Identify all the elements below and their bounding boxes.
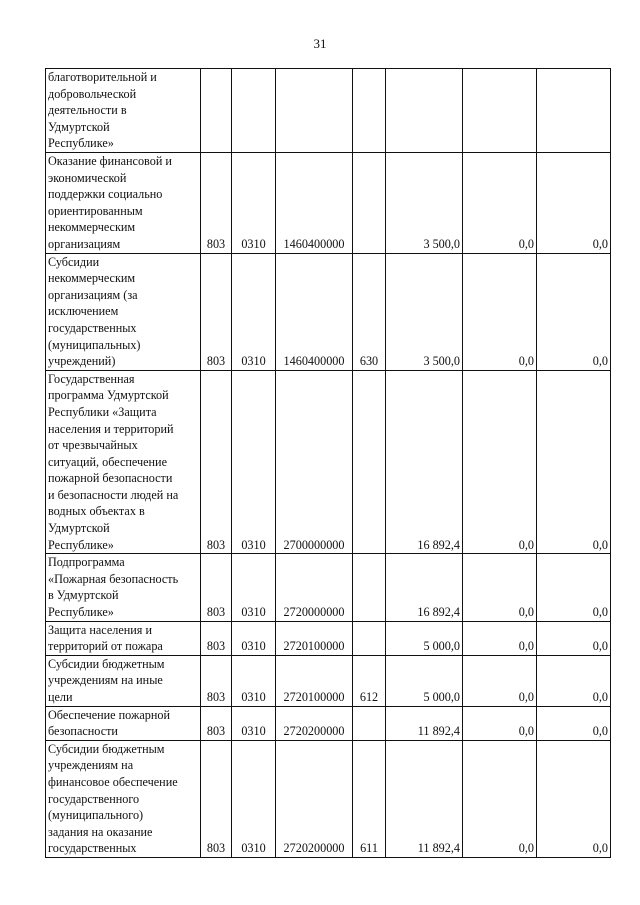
amount-year-2 xyxy=(463,69,537,153)
target-article-code xyxy=(276,69,353,153)
table-row xyxy=(46,69,611,153)
target-article-code: 2720200000 xyxy=(276,706,353,740)
ved-code: 803 xyxy=(201,621,232,655)
section-code: 0310 xyxy=(232,253,276,370)
amount-year-1: 5 000,0 xyxy=(386,655,463,706)
amount-year-3: 0,0 xyxy=(537,621,611,655)
section-code: 0310 xyxy=(232,706,276,740)
target-article-code: 2720100000 xyxy=(276,655,353,706)
ved-code: 803 xyxy=(201,370,232,554)
ved-code: 803 xyxy=(201,554,232,621)
amount-year-2: 0,0 xyxy=(463,621,537,655)
section-code: 0310 xyxy=(232,370,276,554)
table-row xyxy=(46,621,611,655)
expense-type-code xyxy=(353,621,386,655)
section-code: 0310 xyxy=(232,655,276,706)
expense-type-code: 630 xyxy=(353,253,386,370)
amount-year-3: 0,0 xyxy=(537,740,611,857)
amount-year-3: 0,0 xyxy=(537,706,611,740)
budget-table xyxy=(45,68,611,858)
table-row xyxy=(46,153,611,254)
amount-year-3: 0,0 xyxy=(537,370,611,554)
amount-year-1: 3 500,0 xyxy=(386,153,463,254)
ved-code: 803 xyxy=(201,706,232,740)
amount-year-2: 0,0 xyxy=(463,253,537,370)
amount-year-3: 0,0 xyxy=(537,554,611,621)
row-name: Субсидии некоммерческим организациям (за исключением государственных (муниципальных) учреждений) xyxy=(46,253,201,370)
table-row xyxy=(46,253,611,370)
row-name: Обеспечение пожарной безопасности xyxy=(46,706,201,740)
section-code xyxy=(232,69,276,153)
table-row xyxy=(46,655,611,706)
section-code: 0310 xyxy=(232,153,276,254)
expense-type-code xyxy=(353,554,386,621)
amount-year-3: 0,0 xyxy=(537,253,611,370)
expense-type-code xyxy=(353,69,386,153)
row-name: Субсидии бюджетным учреждениям на иные цели xyxy=(46,655,201,706)
ved-code: 803 xyxy=(201,253,232,370)
expense-type-code: 612 xyxy=(353,655,386,706)
section-code: 0310 xyxy=(232,740,276,857)
table-row xyxy=(46,370,611,554)
target-article-code: 1460400000 xyxy=(276,253,353,370)
ved-code: 803 xyxy=(201,655,232,706)
amount-year-2: 0,0 xyxy=(463,153,537,254)
table-row xyxy=(46,740,611,857)
expense-type-code xyxy=(353,153,386,254)
row-name: Защита населения и территорий от пожара xyxy=(46,621,201,655)
table-row xyxy=(46,706,611,740)
target-article-code: 2720000000 xyxy=(276,554,353,621)
target-article-code: 2720200000 xyxy=(276,740,353,857)
expense-type-code xyxy=(353,370,386,554)
target-article-code: 2700000000 xyxy=(276,370,353,554)
ved-code: 803 xyxy=(201,740,232,857)
amount-year-2: 0,0 xyxy=(463,655,537,706)
amount-year-2: 0,0 xyxy=(463,370,537,554)
amount-year-1: 11 892,4 xyxy=(386,740,463,857)
row-name: Субсидии бюджетным учреждениям на финансовое обеспечение государственного (муниципального) задания на оказание государственных xyxy=(46,740,201,857)
amount-year-2: 0,0 xyxy=(463,706,537,740)
ved-code: 803 xyxy=(201,153,232,254)
amount-year-1 xyxy=(386,69,463,153)
amount-year-3 xyxy=(537,69,611,153)
amount-year-1: 16 892,4 xyxy=(386,554,463,621)
section-code: 0310 xyxy=(232,621,276,655)
row-name: Подпрограмма «Пожарная безопасность в Удмуртской Республике» xyxy=(46,554,201,621)
amount-year-3: 0,0 xyxy=(537,655,611,706)
amount-year-1: 3 500,0 xyxy=(386,253,463,370)
amount-year-1: 16 892,4 xyxy=(386,370,463,554)
target-article-code: 1460400000 xyxy=(276,153,353,254)
expense-type-code xyxy=(353,706,386,740)
section-code: 0310 xyxy=(232,554,276,621)
amount-year-2: 0,0 xyxy=(463,740,537,857)
amount-year-1: 11 892,4 xyxy=(386,706,463,740)
expense-type-code: 611 xyxy=(353,740,386,857)
row-name: Государственная программа Удмуртской Республики «Защита населения и территорий от чрезвычайных ситуаций, обеспечение пожарной безопасности и безопасности людей на водных объектах в Удмуртской Республике» xyxy=(46,370,201,554)
row-name: благотворительной и добровольческой деятельности в Удмуртской Республике» xyxy=(46,69,201,153)
row-name: Оказание финансовой и экономической поддержки социально ориентированным некоммерческим организациям xyxy=(46,153,201,254)
amount-year-2: 0,0 xyxy=(463,554,537,621)
table-row xyxy=(46,554,611,621)
target-article-code: 2720100000 xyxy=(276,621,353,655)
ved-code xyxy=(201,69,232,153)
amount-year-1: 5 000,0 xyxy=(386,621,463,655)
amount-year-3: 0,0 xyxy=(537,153,611,254)
page-number: 31 xyxy=(313,36,327,51)
